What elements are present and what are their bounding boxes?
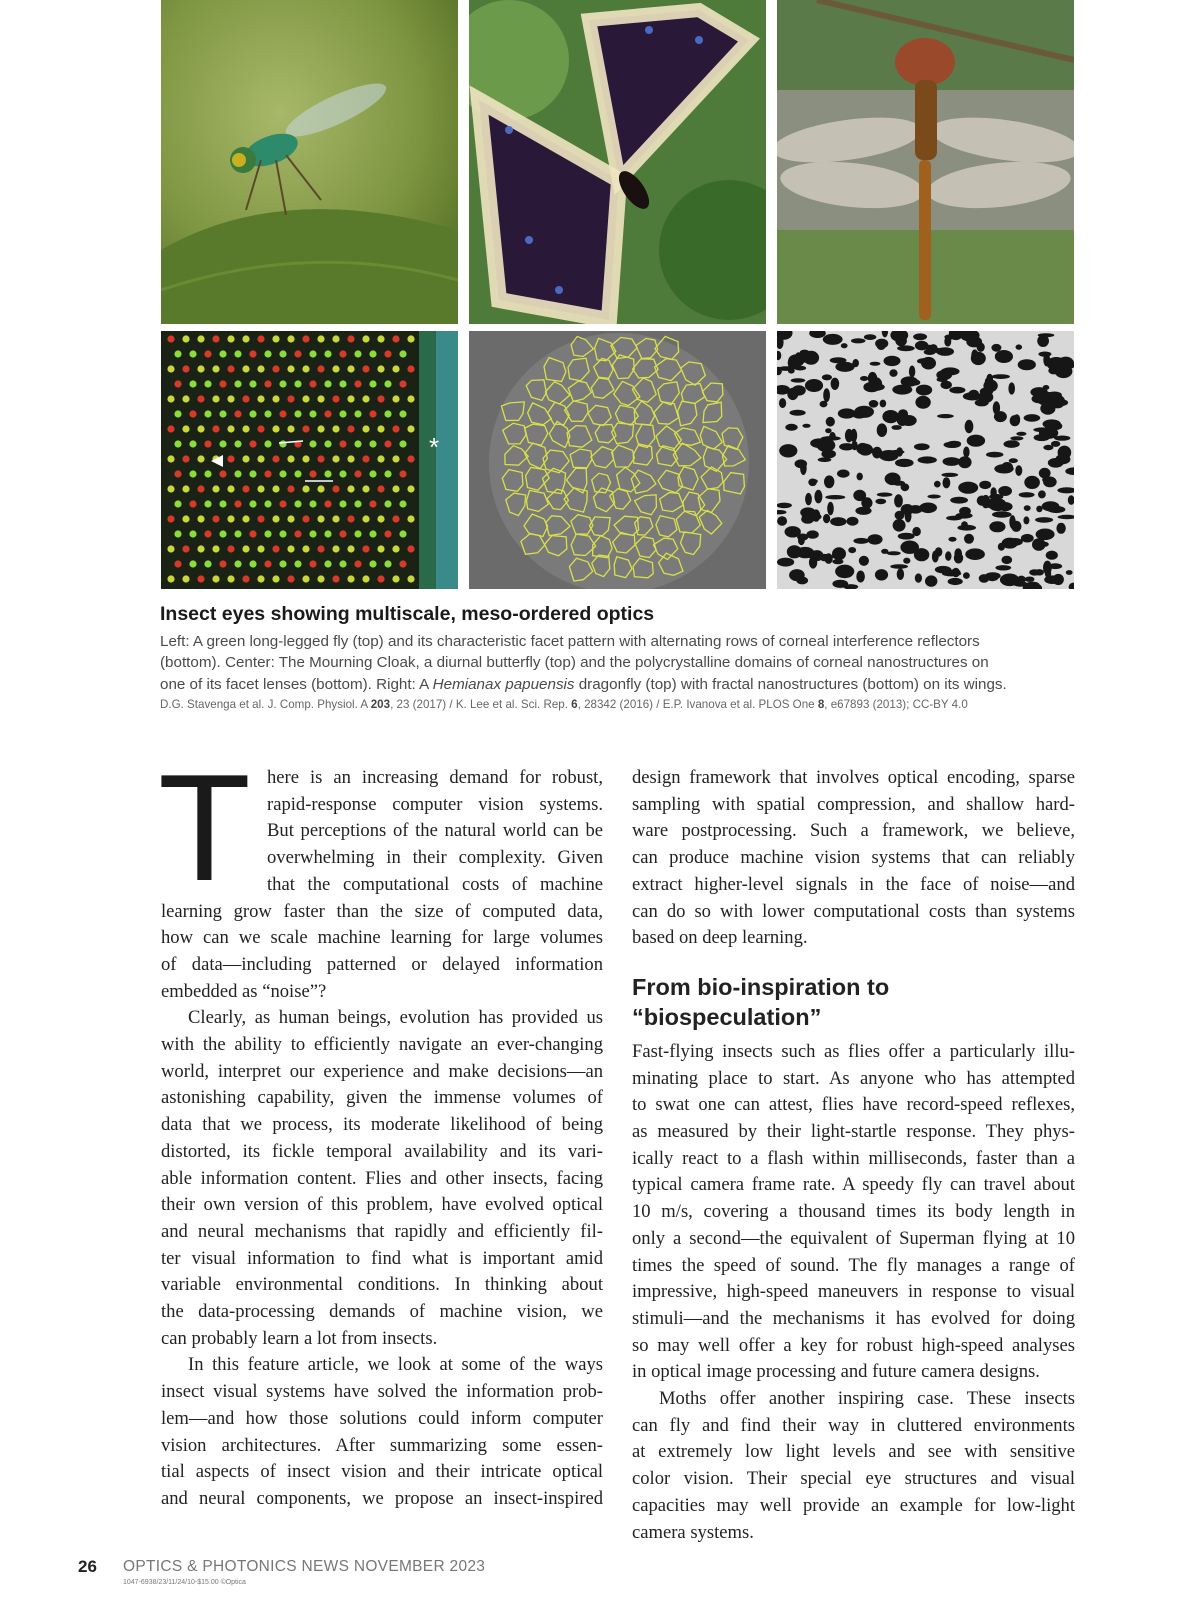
caption-line: Left: A green long-legged fly (top) and its characteristic facet pattern with alternating rows of corneal interference reflectors (160, 633, 980, 650)
paragraph: Moths offer another inspiring case. These insects can fly and find their way in cluttered environments at extremely low light levels and see with sensitive color vision. Their special eye structures and visual capacities may well provide an example for low-light camera systems. (632, 1388, 1075, 1543)
figure-fly-photo (161, 0, 458, 324)
section-heading: From bio-inspiration to “biospeculation” (632, 973, 890, 1030)
species-name: Hemianax papuensis (432, 675, 575, 693)
issn-code: 1047-6938/23/11/24/10-$15.00 ©Optica (123, 1579, 246, 1586)
figure-butterfly-domains (469, 331, 766, 589)
article-column-left (161, 765, 603, 1513)
figure-caption (160, 631, 1060, 695)
paragraph: Clearly, as human beings, evolution has provided us with the ability to efficiently navigate an ever-changing world, interpret our experience and make decisions—an astonishing capability, given the immense volumes of data that we process, its moderate likelihood of being distorted, its fickle temporal availability and its vari- able information content. Flies and other insects, facing their own version of this problem, have evolved optical and neural mechanisms that rapidly and efficiently fil- ter visual information to find what is important amid variable environmental conditions. In thinking about the data-processing demands of machine vision, we can probably learn a lot from insects. (161, 1007, 603, 1349)
paragraph: In this feature article, we look at some of the ways insect visual systems have solved the information prob- lem—and how those solutions could inform computer vision architectures. After summarizing some essen- tial aspects of insect vision and their intricate optical and neural components, we propose an insect-inspired (161, 1354, 603, 1509)
asterisk-marker: * (429, 432, 440, 462)
caption-line: one of its facet lenses (bottom). Right: A Hemianax papuensis dragonfly (top) with fractal nanostructures (bottom) on its wings. (160, 675, 1007, 693)
magazine-issue: OPTICS & PHOTONICS NEWS NOVEMBER 2023 (123, 1558, 486, 1575)
article-column-right (632, 765, 1075, 1546)
caption-line: (bottom). Center: The Mourning Cloak, a diurnal butterfly (top) and the polycrystalline domains of corneal nanostructures on (160, 654, 989, 672)
paragraph: here is an increasing demand for robust, rapid-response computer vision systems. But perceptions of the natural world can be overwhelming in their complexity. Given that the computational costs of machine learning grow faster than the size of computed data, how can we scale machine learning for large volumes of data—including patterned or delayed information embedded as “noise”? (161, 767, 603, 1002)
figure-butterfly-photo (469, 0, 766, 324)
drop-cap: T (158, 743, 251, 913)
page-number: 26 (78, 1557, 97, 1576)
paragraph: design framework that involves optical encoding, sparse sampling with spatial compression, and shallow hard- ware postprocessing. Such a framework, we believe, can produce machine vision systems that can reliably extract higher-level signals in the face of noise—and can do so with lower computational costs than systems based on deep learning. (632, 767, 1075, 949)
figure-dragonfly-photo (777, 0, 1074, 324)
figure-fly-facet-pattern (161, 331, 458, 589)
paragraph: Fast-flying insects such as flies offer a particularly illu- minating place to start. As anyone who has attempted to swat one can attest, flies have record-speed reflexes, as measured by their light-startle response. They phys- ically react to a flash within milliseconds, faster than a typical camera frame rate. A speedy fly can travel about 10 m/s, covering a thousand times its body length in only a second—the equivalent of Superman flying at 10 times the speed of sound. The fly manages a range of impressive, high-speed maneuvers in response to visual stimuli—and the mechanisms it has evolved for doing so may well offer a key for robust high-speed analyses in optical image processing and future camera designs. (632, 1040, 1075, 1383)
figure-dragonfly-nanostructures (777, 331, 1074, 589)
image-credit: D.G. Stavenga et al. J. Comp. Physiol. A 203, 23 (2017) / K. Lee et al. Sci. Rep. 6, 28342 (2016) / E.P. Ivanova et al. PLOS One 8, e67893 (2013); CC-BY 4.0 (160, 698, 968, 711)
figure-caption-title: Insect eyes showing multiscale, meso-ordered optics (160, 603, 655, 625)
